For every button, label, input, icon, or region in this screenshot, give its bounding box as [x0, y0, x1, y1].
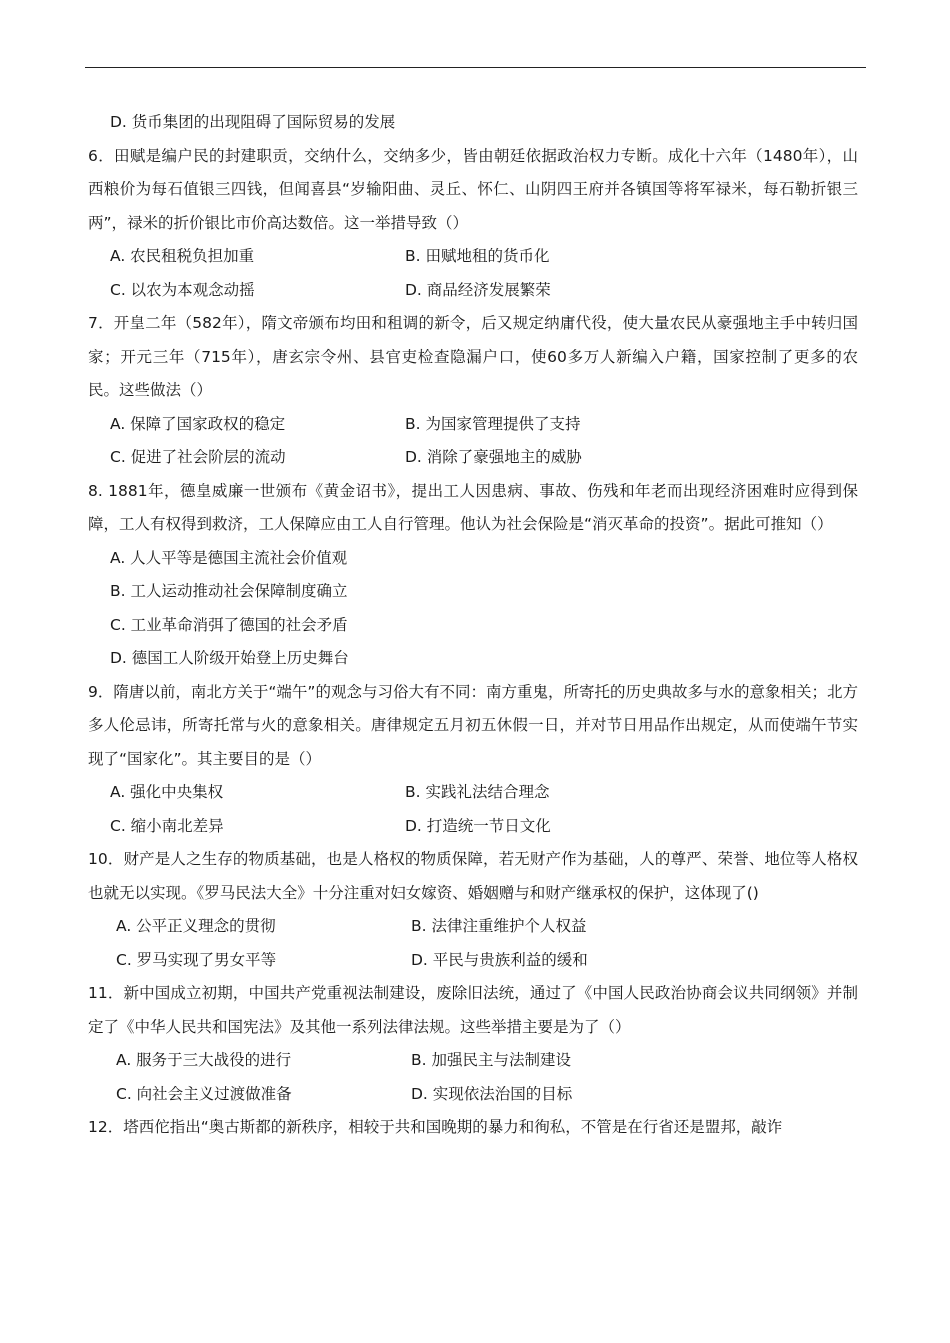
option-q11-a[interactable]: A. 服务于三大战役的进行 [116, 1051, 292, 1069]
question-8-stem: 8. 1881年，德皇威廉一世颁布《黄金诏书》，提出工人因患病、事故、伤残和年老而出现经济困难时应得到保障，工人有权得到救济，工人保障应由工人自行管理。他认为社会保险是“消灭革命的投资”。据此可推知（） [88, 481, 858, 533]
option-q6-a[interactable]: A. 农民租税负担加重 [110, 247, 255, 265]
exam-page [88, 106, 858, 1145]
option-q8-c[interactable]: C. 工业革命消弭了德国的社会矛盾 [110, 615, 348, 634]
q7-options [88, 408, 858, 475]
question-12-stem: 12．塔西佗指出“奥古斯都的新秩序，相较于共和国晚期的暴力和徇私，不管是在行省还是盟邦，敲诈 [88, 1118, 783, 1136]
question-7-stem: 7．开皇二年（582年），隋文帝颁布均田和租调的新令，后又规定纳庸代役，使大量农民从豪强地主手中转归国家；开元三年（715年），唐玄宗令州、县官吏检查隐漏户口，使60多万人新编入户籍，国家控制了更多的农民。这些做法（） [88, 314, 858, 399]
option-q8-d[interactable]: D. 德国工人阶级开始登上历史舞台 [110, 649, 349, 667]
q6-options [88, 240, 858, 307]
q8-options [88, 542, 858, 676]
q5-options [88, 106, 858, 140]
option-q9-c[interactable]: C. 缩小南北差异 [110, 816, 224, 835]
q9-options [88, 776, 858, 843]
q11-options [88, 1044, 858, 1111]
option-q9-b[interactable]: B. 实践礼法结合理念 [405, 783, 550, 801]
option-q7-d[interactable]: D. 消除了豪强地主的威胁 [405, 448, 582, 466]
option-q8-a[interactable]: A. 人人平等是德国主流社会价值观 [110, 548, 348, 567]
option-q9-a[interactable]: A. 强化中央集权 [110, 783, 224, 801]
option-q10-b[interactable]: B. 法律注重维护个人权益 [411, 917, 587, 935]
option-q10-d[interactable]: D. 平民与贵族利益的缓和 [411, 950, 588, 969]
option-q8-b[interactable]: B. 工人运动推动社会保障制度确立 [110, 582, 348, 600]
header-rule [85, 67, 866, 68]
option-q7-c[interactable]: C. 促进了社会阶层的流动 [110, 448, 286, 466]
option-q6-c[interactable]: C. 以农为本观念动摇 [110, 280, 255, 299]
option-q10-c[interactable]: C. 罗马实现了男女平等 [116, 950, 277, 969]
question-6-stem: 6．田赋是编户民的封建职贡，交纳什么，交纳多少，皆由朝廷依据政治权力专断。成化十六年（1480年），山西粮价为每石值银三四钱，但闻喜县“岁输阳曲、灵丘、怀仁、山阴四王府并各镇国等将军禄米，每石勒折银三两”，禄米的折价银比市价高达数倍。这一举措导致（） [88, 146, 858, 232]
question-11-stem: 11．新中国成立初期，中国共产党重视法制建设，废除旧法统，通过了《中国人民政治协商会议共同纲领》并制定了《中华人民共和国宪法》及其他一系列法律法规。这些举措主要是为了（） [88, 984, 858, 1036]
option-q9-d[interactable]: D. 打造统一节日文化 [405, 816, 551, 835]
option-q5-d[interactable]: D. 货币集团的出现阻碍了国际贸易的发展 [110, 113, 396, 131]
question-10-stem: 10．财产是人之生存的物质基础，也是人格权的物质保障，若无财产作为基础，人的尊严、荣誉、地位等人格权也就无以实现。《罗马民法大全》十分注重对妇女嫁资、婚姻赠与和财产继承权的保护，这体现了() [88, 850, 858, 902]
option-q7-a[interactable]: A. 保障了国家政权的稳定 [110, 414, 286, 433]
option-q10-a[interactable]: A. 公平正义理念的贯彻 [116, 917, 276, 935]
q10-options [88, 910, 858, 977]
option-q11-b[interactable]: B. 加强民主与法制建设 [411, 1051, 571, 1069]
option-q6-b[interactable]: B. 田赋地租的货币化 [405, 247, 550, 265]
option-q11-d[interactable]: D. 实现依法治国的目标 [411, 1084, 573, 1103]
option-q6-d[interactable]: D. 商品经济发展繁荣 [405, 280, 551, 299]
option-q7-b[interactable]: B. 为国家管理提供了支持 [405, 414, 581, 433]
option-q11-c[interactable]: C. 向社会主义过渡做准备 [116, 1084, 292, 1103]
question-9-stem: 9．隋唐以前，南北方关于“端午”的观念与习俗大有不同：南方重鬼，所寄托的历史典故多与水的意象相关；北方多人伦忌讳，所寄托常与火的意象相关。唐律规定五月初五休假一日，并对节日用品作出规定，从而使端午节实现了“国家化”。其主要目的是（） [88, 682, 858, 768]
